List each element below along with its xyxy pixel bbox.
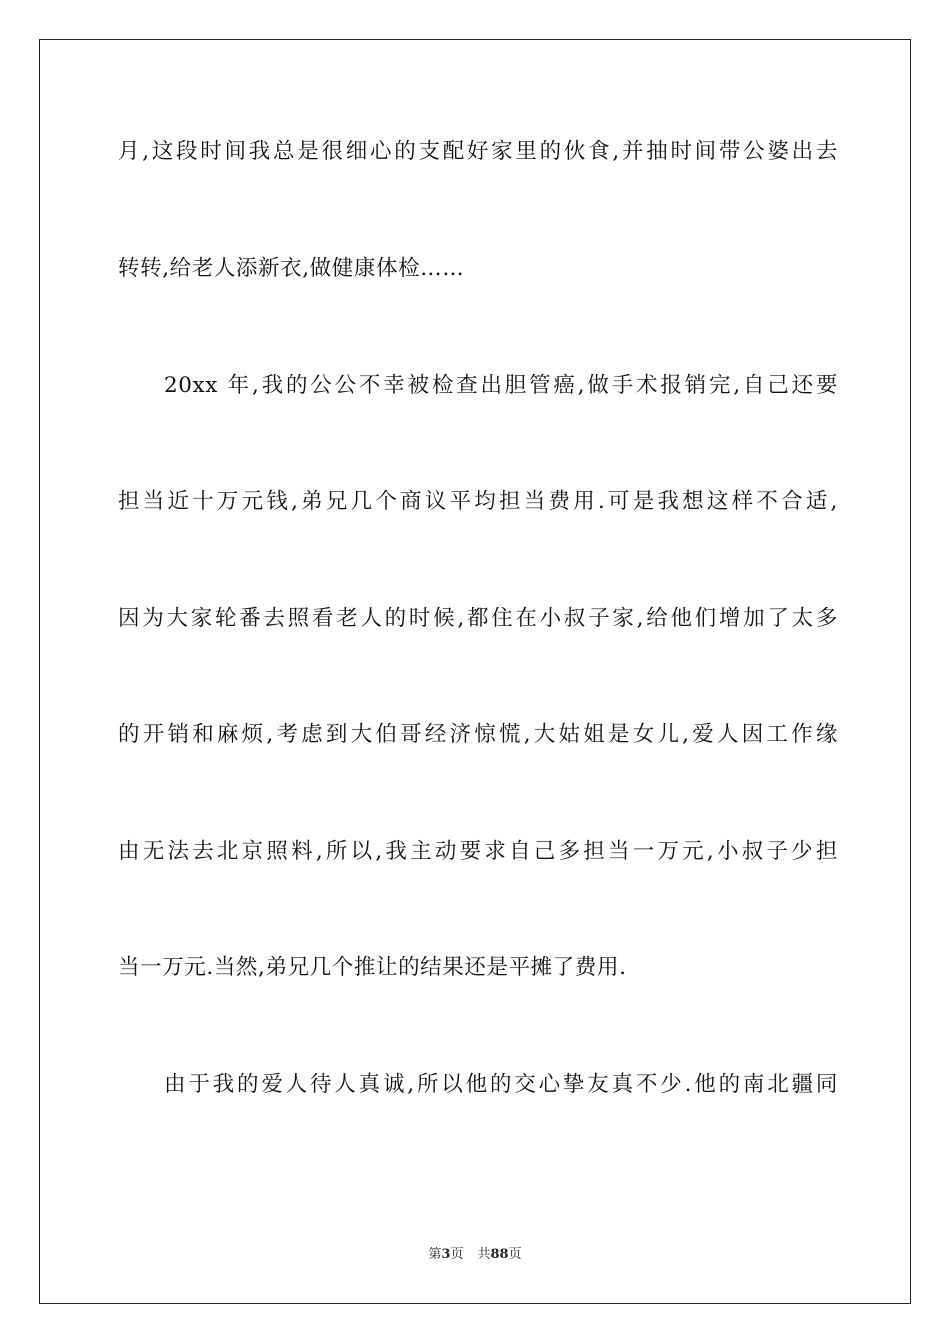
text-line: 月,这段时间我总是很细心的支配好家里的伙食,并抽时间带公婆出去 [118, 139, 838, 164]
page-suffix: 页 [450, 1247, 464, 1262]
paragraph-first-line: 由于我的爱人待人真诚,所以他的交心挚友真不少.他的南北疆同 [164, 1072, 838, 1097]
text-line: 转转,给老人添新衣,做健康体检…… [118, 256, 465, 281]
page-number: 3 [441, 1247, 451, 1262]
total-pages: 88 [490, 1247, 509, 1262]
total-prefix: 共 [477, 1247, 491, 1262]
text-line: 因为大家轮番去照看老人的时候,都住在小叔子家,给他们增加了太多 [118, 606, 838, 631]
text-line: 的开销和麻烦,考虑到大伯哥经济惊慌,大姑姐是女儿,爱人因工作缘 [118, 722, 838, 747]
text-line: 由无法去北京照料,所以,我主动要求自己多担当一万元,小叔子少担 [118, 839, 838, 864]
text-line: 担当近十万元钱,弟兄几个商议平均担当费用.可是我想这样不合适, [118, 489, 838, 514]
paragraph-first-line: 20xx 年,我的公公不幸被检查出胆管癌,做手术报销完,自己还要 [164, 373, 838, 398]
page-prefix: 第 [428, 1247, 442, 1262]
total-suffix: 页 [508, 1247, 522, 1262]
page-border [39, 39, 911, 1304]
page-footer [0, 1246, 950, 1264]
text-line: 当一万元.当然,弟兄几个推让的结果还是平摊了费用. [118, 955, 627, 980]
